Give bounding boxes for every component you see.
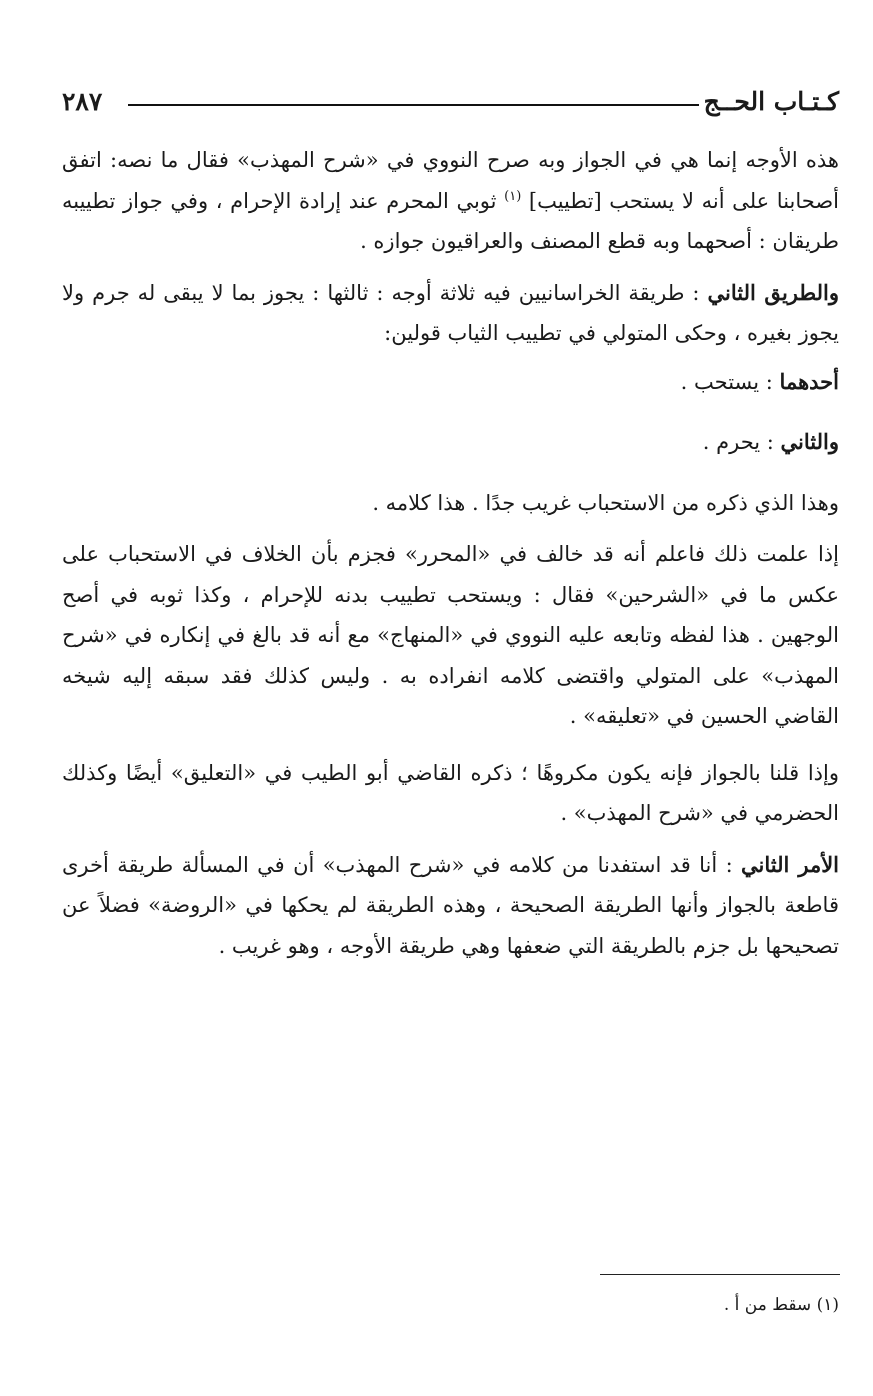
main-text (62, 140, 839, 966)
paragraph-lead: الأمر الثاني (741, 851, 840, 877)
paragraph-text: : أنا قد استفدنا من كلامه في «شرح المهذب» أن في المسألة طريقة أخرى قاطعة بالجواز وأنها الطريقة الصحيحة ، وهذه الطريقة لم يحكها في «الروضة» فضلاً عن تصحيحها بل جزم بالطريقة التي ضعفها وهي طريقة الأوجه ، وهو غريب . (62, 852, 839, 958)
paragraph (62, 483, 839, 524)
paragraph-text: وهذا الذي ذكره من الاستحباب غريب جدًا . هذا كلامه . (372, 490, 839, 515)
chapter-title: كـتـاب الحــج (703, 87, 839, 116)
running-header (62, 80, 839, 124)
paragraph (62, 753, 839, 834)
paragraph-text: : يحرم . (702, 430, 781, 454)
paragraph (62, 845, 839, 967)
paragraph-text: ثوبي المحرم عند إرادة الإحرام ، وفي جواز تطييبه طريقان : أصحهما وبه قطع المصنف والعراقيون جوازه . (62, 188, 839, 253)
paragraph-lead: والطريق الثاني (707, 279, 839, 305)
paragraph-text: : يستحب . (680, 369, 780, 394)
paragraph (62, 534, 839, 737)
paragraph-text: هذه الأوجه إنما هي في الجواز وبه صرح النووي في «شرح المهذب» فقال ما نصه: اتفق أصحابنا على أنه لا يستحب [تطييب] (62, 148, 840, 213)
footnote-marker: (١) (504, 188, 522, 204)
paragraph-lead: أحدهما (779, 368, 839, 394)
paragraph (62, 362, 839, 403)
paragraph-text: وإذا قلنا بالجواز فإنه يكون مكروهًا ؛ ذكره القاضي أبو الطيب في «التعليق» أيضًا وكذلك الحضرمي في «شرح المهذب» . (62, 760, 839, 825)
header-rule (128, 104, 699, 106)
footnote: (١) سقط من أ . (723, 1295, 839, 1315)
paragraph (62, 422, 839, 463)
paragraph (62, 273, 839, 354)
paragraph-text: إذا علمت ذلك فاعلم أنه قد خالف في «المحرر» فجزم بأن الخلاف في الاستحباب على عكس ما في «الشرحين» فقال : ويستحب تطييب بدنه للإحرام ، وكذا ثوبه في أصح الوجهين . هذا لفظه وتابعه عليه النووي في «المنهاج» مع أنه قد بالغ في إنكاره في «شرح المهذب» على المتولي واقتضى كلامه انفراده به . وليس كذلك فقد سبقه إليه شيخه القاضي الحسين في «تعليقه» . (62, 542, 839, 728)
footnote-rule (600, 1274, 840, 1275)
paragraph-lead: والثاني (780, 429, 839, 454)
paragraph (62, 140, 839, 262)
paragraph-text: : طريقة الخراسانيين فيه ثلاثة أوجه : ثالثها : يجوز بما لا يبقى له جرم ولا يجوز بغيره ، وحكى المتولي في تطييب الثياب قولين: (62, 280, 839, 345)
page-number: ٢٨٧ (62, 87, 103, 116)
